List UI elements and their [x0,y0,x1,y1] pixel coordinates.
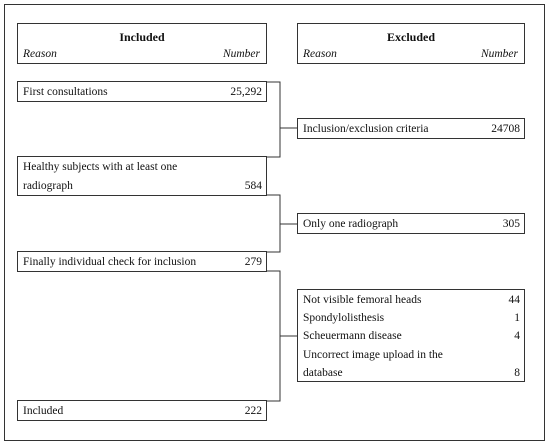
included-step-first-consultations [17,81,267,102]
exclusion-reason-label: Scheuermann disease [303,330,402,342]
step-number: 222 [244,405,262,417]
included-number-label: Number [222,48,260,60]
step-label-line1: Healthy subjects with at least one [23,161,178,173]
step-label: Included [23,405,64,417]
exclusion-reason-label: Not visible femoral heads [303,294,422,306]
exclusion-reason-number: 8 [514,367,520,379]
step-number: 584 [244,180,262,192]
included-header-title: Included [119,30,165,44]
included-reason-label: Reason [23,48,57,60]
step-label-line2: radiograph [23,180,73,192]
exclusion-reason-number: 1 [514,312,520,324]
step-number: 305 [502,218,520,230]
excluded-step-one-radiograph [297,213,525,234]
exclusion-reason-number: 44 [508,294,520,306]
exclusion-reason-label: Spondylolisthesis [303,312,385,324]
step-number: 24708 [491,123,520,135]
exclusion-reason-label-line2: database [303,367,343,379]
excluded-number-label: Number [480,48,518,60]
excluded-step-criteria [297,118,525,139]
exclusion-reason-label-line1: Uncorrect image upload in the [303,349,443,361]
excluded-reason-label: Reason [303,48,337,60]
step-label: Finally individual check for inclusion [23,256,197,268]
included-header-box [17,23,267,64]
connector-3 [267,271,280,401]
included-step-individual-check [17,251,267,272]
connector-1 [267,82,280,157]
step-number: 279 [244,256,262,268]
step-label: Inclusion/exclusion criteria [303,123,429,135]
excluded-header-title: Excluded [386,30,435,44]
step-number: 25,292 [230,86,262,98]
excluded-step-reasons-list [297,289,525,382]
included-step-healthy-subjects [17,156,267,196]
step-label: First consultations [23,86,108,98]
excluded-header-box [297,23,525,64]
step-label: Only one radiograph [303,218,399,230]
connector-2 [267,195,280,252]
exclusion-reason-number: 4 [514,330,520,342]
included-step-final [17,400,267,421]
